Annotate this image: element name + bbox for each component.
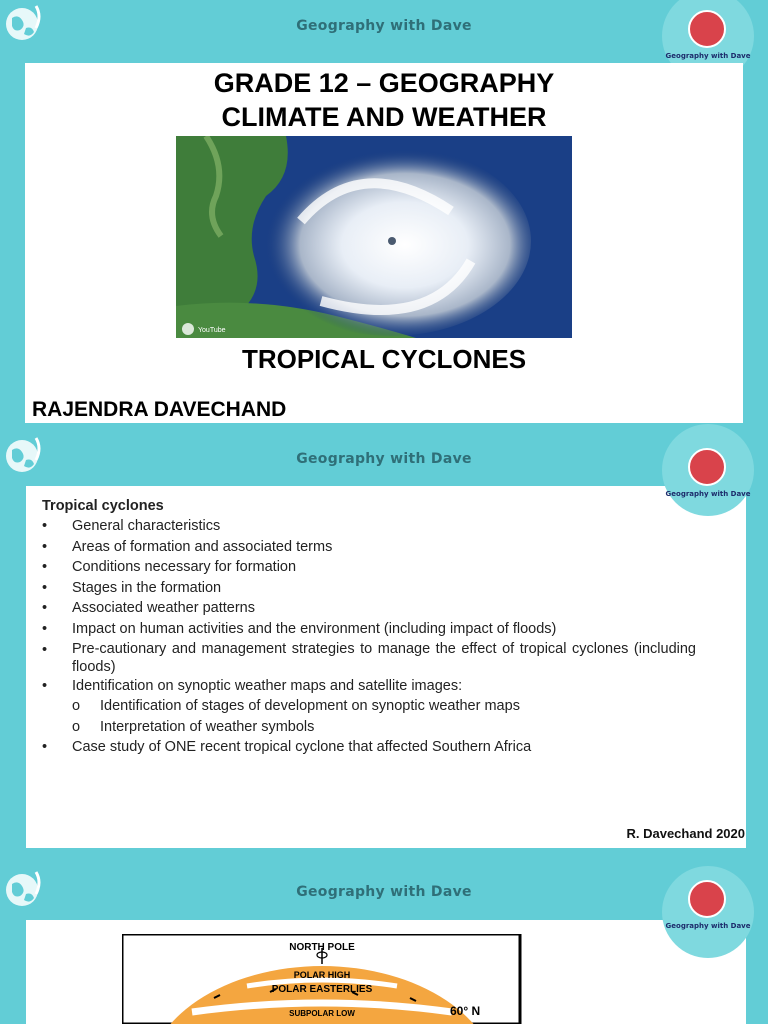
leaf-logo-icon (688, 10, 726, 48)
image-caption: YouTube (198, 327, 226, 334)
header-title: Geography with Dave (296, 884, 472, 900)
polar-easterlies-label: POLAR EASTERLIES (271, 984, 373, 995)
slide-title-grade: GRADE 12 – GEOGRAPHY (213, 68, 555, 98)
badge-text: Geography with Dave (665, 52, 751, 60)
author-name: RAJENDRA DAVECHAND (32, 398, 287, 421)
north-pole-label: NORTH POLE (289, 942, 355, 953)
leaf-logo-icon (688, 880, 726, 918)
list-heading: Tropical cyclones (42, 498, 164, 514)
leaf-logo-icon (688, 448, 726, 486)
slide-title-topic: CLIMATE AND WEATHER (221, 102, 547, 132)
badge-text: Geography with Dave (665, 922, 751, 930)
list-item: • Impact on human activities and the environment (including impact of floods) (42, 620, 557, 637)
header-title: Geography with Dave (296, 18, 472, 34)
list-item: • Associated weather patterns (42, 600, 255, 617)
subpolar-low-label: SUBPOLAR LOW (289, 1009, 355, 1018)
slide-footer: R. Davechand 2020 (626, 826, 745, 841)
slide-subtitle: TROPICAL CYCLONES (241, 344, 527, 374)
list-item: • Case study of ONE recent tropical cyclone that affected Southern Africa (42, 739, 532, 756)
latitude-label: 60° N (450, 1004, 481, 1018)
sub-list-item: o Interpretation of weather symbols (72, 718, 315, 735)
brand-badge (662, 866, 754, 958)
header-title: Geography with Dave (296, 451, 472, 467)
polar-high-label: POLAR HIGH (293, 970, 351, 980)
list-item: • Identification on synoptic weather maps and satellite images: (42, 677, 463, 694)
hurricane-satellite-image (176, 136, 572, 338)
list-item: • Pre-cautionary and management strategies to manage the effect of tropical cyclones (including floods) (42, 640, 696, 675)
sub-list-item: o Identification of stages of development on synoptic weather maps (72, 698, 520, 715)
topic-list (42, 498, 702, 758)
list-item: • Conditions necessary for formation (42, 559, 297, 576)
badge-text: Geography with Dave (665, 490, 751, 498)
list-item: • Stages in the formation (42, 579, 222, 596)
youtube-icon (182, 323, 194, 335)
list-item: • General characteristics (42, 518, 221, 534)
list-item: • Areas of formation and associated terms (42, 538, 333, 555)
